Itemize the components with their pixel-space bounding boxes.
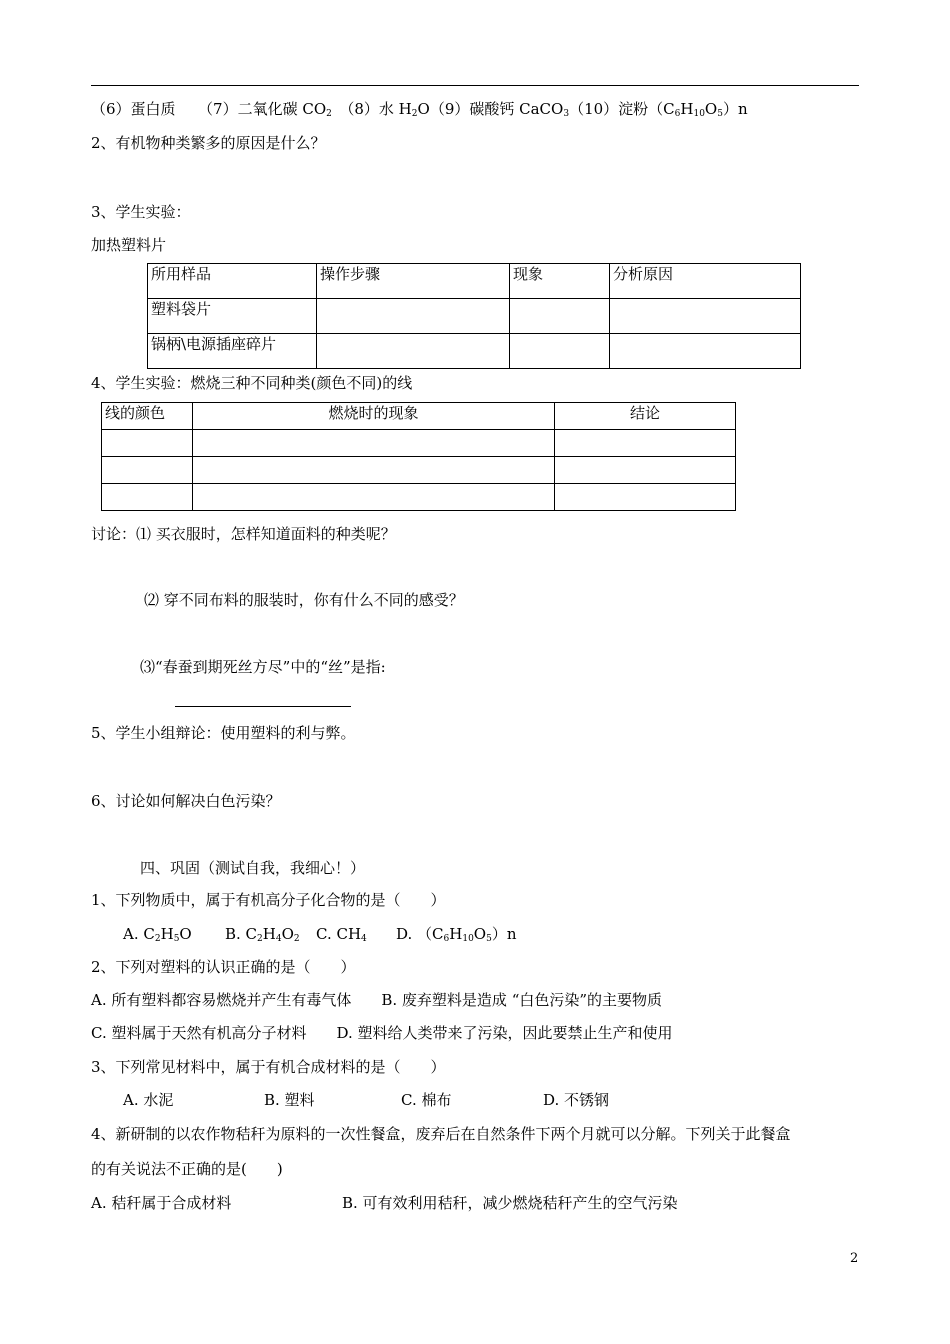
discussion-2: ⑵ 穿不同布料的服装时，你有什么不同的感受？ (144, 591, 464, 609)
exercise-4-stem-line1: 4、新研制的以农作物秸秆为原料的一次性餐盒，废弃后在自然条件下两个月就可以分解。下列关于此餐盒 (91, 1125, 791, 1143)
table-cell: 锅柄\电源插座碎片 (148, 334, 317, 369)
table-header-row (148, 264, 801, 299)
question-4: 4、学生实验：燃烧三种不同种类(颜色不同)的线 (91, 374, 413, 392)
table-header-cell: 现象 (510, 264, 610, 299)
discussion-3: ⑶“春蚕到期死丝方尽”中的“丝”是指: (140, 658, 386, 676)
exercise-1-option-c: C. $CH_4$ (316, 925, 367, 944)
exercise-2-options-ab: A. 所有塑料都容易燃烧并产生有毒气体 B. 废弃塑料是造成 “白色污染”的主要物质 (91, 991, 663, 1009)
table-cell (610, 334, 801, 369)
table-header-row (102, 403, 736, 430)
exercise-1-stem: 1、下列物质中，属于有机高分子化合物的是（ ） (91, 891, 446, 909)
table-cell (610, 299, 801, 334)
table-header-cell: 分析原因 (610, 264, 801, 299)
exercise-1-option-a: A. $C_2H_5O$ (123, 925, 192, 944)
exercise-2-options-cd: C. 塑料属于天然有机高分子材料 D. 塑料给人类带来了污染，因此要禁止生产和使用 (91, 1024, 673, 1042)
thread-burning-table (101, 402, 736, 511)
exercise-1-option-d: D. $(C_6H_{10}O_5)n$ (396, 925, 517, 944)
table-row (148, 334, 801, 369)
table-header-cell: 所用样品 (148, 264, 317, 299)
table-row (148, 299, 801, 334)
table-cell: 塑料袋片 (148, 299, 317, 334)
table-cell (510, 334, 610, 369)
question-6: 6、讨论如何解决白色污染？ (91, 792, 281, 810)
question-3: 3、学生实验： (91, 203, 191, 221)
compound-list-line: （6）蛋白质 （7）二氧化碳 $CO_2$ （8）水 $H_2O(9)$碳酸钙 CaCO$_3$（10）淀粉$(C_6H_{10}O_5)n$ (91, 100, 748, 119)
table-row (102, 457, 736, 484)
header-rule (91, 85, 859, 86)
exercise-3-option-a: A. 水泥 (123, 1091, 174, 1109)
table-row (102, 484, 736, 511)
table-cell (317, 299, 510, 334)
table-header-cell: 操作步骤 (317, 264, 510, 299)
exercise-1-option-b: B. $C_2H_4O_2$ (225, 925, 300, 944)
table-row (102, 430, 736, 457)
question-3-subtitle: 加热塑料片 (91, 236, 167, 254)
table-cell (317, 334, 510, 369)
exercise-3-option-b: B. 塑料 (264, 1091, 315, 1109)
discussion-1: 讨论：⑴ 买衣服时，怎样知道面料的种类呢？ (91, 525, 396, 543)
table-header-cell: 结论 (555, 403, 736, 430)
exercise-3-option-c: C. 棉布 (401, 1091, 452, 1109)
answer-blank-line (175, 706, 351, 707)
question-5: 5、学生小组辩论：使用塑料的利与弊。 (91, 724, 356, 742)
exercise-4-option-b: B. 可有效利用秸秆，减少燃烧秸秆产生的空气污染 (342, 1194, 678, 1212)
question-2: 2、有机物种类繁多的原因是什么？ (91, 134, 326, 152)
table-header-cell: 燃烧时的现象 (193, 403, 555, 430)
page-number: 2 (850, 1251, 859, 1266)
heating-plastic-table (147, 263, 801, 369)
exercise-4-option-a: A. 秸秆属于合成材料 (91, 1194, 232, 1212)
exercise-3-stem: 3、下列常见材料中，属于有机合成材料的是（ ） (91, 1058, 446, 1076)
section-heading: 四、巩固（测试自我，我细心！） (140, 859, 366, 877)
table-cell (510, 299, 610, 334)
exercise-2-stem: 2、下列对塑料的认识正确的是（ ） (91, 958, 356, 976)
exercise-4-stem-line2: 的有关说法不正确的是( ) (91, 1160, 283, 1178)
table-header-cell: 线的颜色 (102, 403, 193, 430)
exercise-3-option-d: D. 不锈钢 (543, 1091, 610, 1109)
